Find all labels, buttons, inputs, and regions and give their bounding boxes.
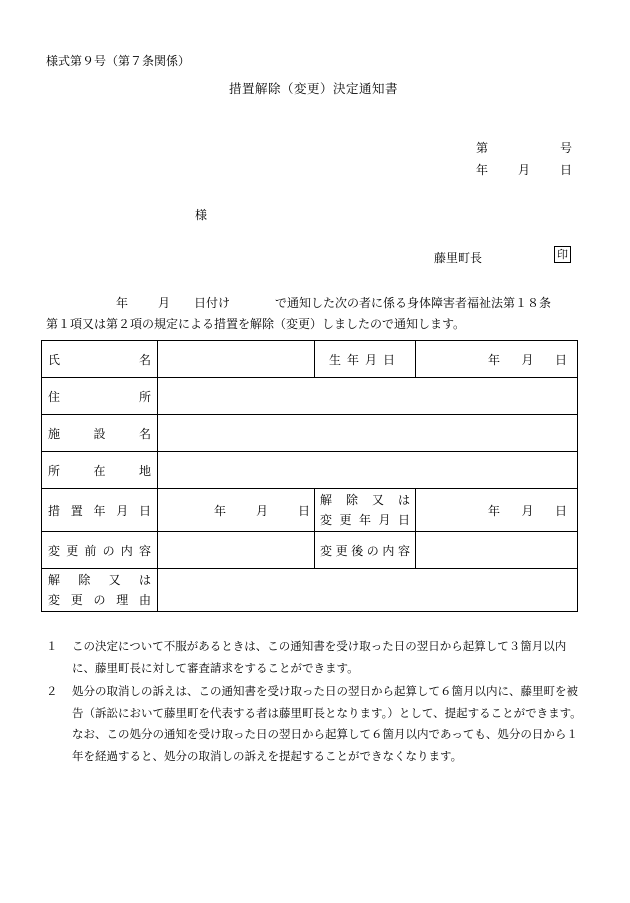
table-row <box>42 415 578 452</box>
before-label: 変 更 前 の 内 容 <box>48 543 151 558</box>
facility-value[interactable] <box>158 415 578 452</box>
after-label: 変 更 後 の 内 容 <box>320 543 410 558</box>
date-day: 日 <box>560 163 573 177</box>
addressee-suffix: 様 <box>195 208 208 222</box>
name-label: 氏 名 <box>48 352 151 367</box>
body-year: 年 <box>116 296 129 310</box>
address-value[interactable] <box>158 378 578 415</box>
body-line1-rest: で通知した次の者に係る身体障害者福祉法第１８条 <box>275 296 552 310</box>
info-table <box>41 340 578 612</box>
table-row <box>42 569 578 612</box>
reason-value[interactable] <box>158 569 578 612</box>
table-row <box>42 341 578 378</box>
document-title: 措置解除（変更）決定通知書 <box>229 81 399 96</box>
number-suffix: 号 <box>560 141 573 155</box>
note-item: １ この決定について不服があるときは、この通知書を受け取った日の翌日から起算して３箇月以内に、藤里町長に対して審査請求をすることができます。 <box>46 639 567 675</box>
cancel-date-label: 解 除 又 は 変 更 年 月 日 <box>315 489 416 532</box>
after-value[interactable] <box>416 532 578 569</box>
table-row <box>42 378 578 415</box>
table-row <box>42 452 578 489</box>
body-month: 月 <box>158 296 171 310</box>
location-value[interactable] <box>158 452 578 489</box>
cancel-date-value[interactable]: 年 月 日 <box>416 489 578 532</box>
birth-value[interactable]: 年 月 日 <box>416 341 578 378</box>
reason-label: 解 除 又 は 変 更 の 理 由 <box>42 569 158 612</box>
before-value[interactable] <box>158 532 315 569</box>
table-row <box>42 489 578 532</box>
address-label: 住 所 <box>48 389 151 404</box>
measure-date-value[interactable]: 年 月 日 <box>158 489 315 532</box>
body-day-ref: 日付け <box>194 296 231 310</box>
measure-date-label: 措 置 年 月 日 <box>48 503 151 518</box>
number-prefix: 第 <box>476 141 489 155</box>
name-value[interactable] <box>158 341 315 378</box>
form-label: 様式第９号（第７条関係） <box>46 54 191 68</box>
date-year: 年 <box>476 163 489 177</box>
note-item: ２ 処分の取消しの訴えは、この通知書を受け取った日の翌日から起算して６箇月以内に、藤里町を被告（訴訟において藤里町を代表する者は藤里町長となります。）として、提起することができます。なお、この処分の通知を受け取った日の翌日から起算して６箇月以内であっても、処分の日から１年を経過すると、処分の取消しの訴えを提起することができなくなります。 <box>46 684 582 763</box>
notes-section <box>46 636 586 767</box>
notification-body <box>46 293 552 335</box>
issuer-name: 藤里町長 <box>434 251 483 265</box>
birth-label: 生年月日 <box>315 341 416 378</box>
date-month: 月 <box>518 163 531 177</box>
location-label: 所 在 地 <box>48 463 151 478</box>
facility-label: 施 設 名 <box>48 426 151 441</box>
body-line2: 第１項又は第２項の規定による措置を解除（変更）しましたので通知します。 <box>46 317 466 331</box>
table-row <box>42 532 578 569</box>
seal-mark: 印 <box>554 246 571 263</box>
